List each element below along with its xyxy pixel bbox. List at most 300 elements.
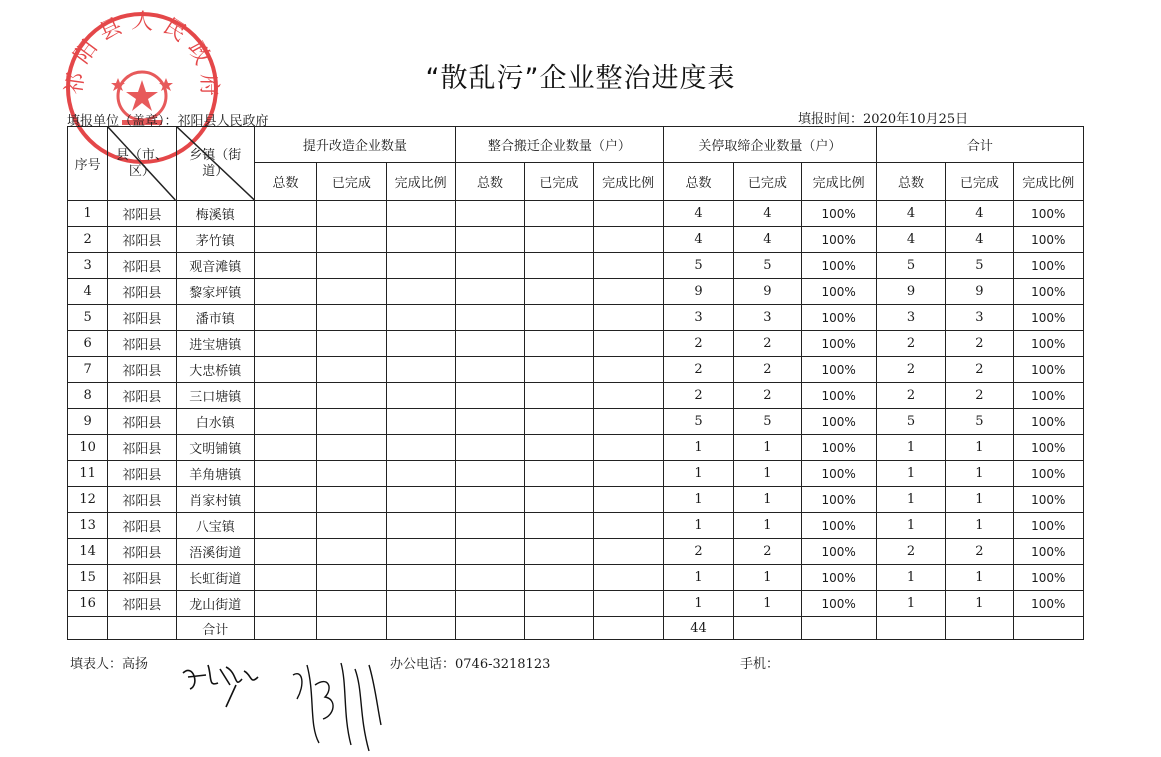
cell-up-ratio xyxy=(386,565,455,591)
cell-close-done: 2 xyxy=(734,331,801,357)
cell-sum-total: 2 xyxy=(876,383,945,409)
cell-re-ratio xyxy=(593,357,663,383)
cell-up-done xyxy=(317,201,386,227)
cell-sum-ratio: 100% xyxy=(1013,305,1083,331)
cell-close-ratio: 100% xyxy=(801,253,876,279)
cell-no: 10 xyxy=(68,435,108,461)
cell-sum-total: 5 xyxy=(876,409,945,435)
cell-county: 祁阳县 xyxy=(108,331,176,357)
cell-up-ratio xyxy=(386,513,455,539)
cell-sum-done: 4 xyxy=(946,201,1013,227)
cell-town: 观音滩镇 xyxy=(176,253,254,279)
cell-no: 1 xyxy=(68,201,108,227)
cell-close-ratio: 100% xyxy=(801,513,876,539)
cell-sum-ratio: 100% xyxy=(1013,591,1083,617)
cell-up-total xyxy=(254,383,316,409)
cell-town: 肖家村镇 xyxy=(176,487,254,513)
cell-close-total: 1 xyxy=(663,435,733,461)
cell-no: 8 xyxy=(68,383,108,409)
cell-sum-total: 5 xyxy=(876,253,945,279)
table-row xyxy=(68,279,1084,305)
cell-town: 白水镇 xyxy=(176,409,254,435)
cell-town: 黎家坪镇 xyxy=(176,279,254,305)
cell-county: 祁阳县 xyxy=(108,591,176,617)
cell-up-total xyxy=(254,201,316,227)
cell-close-done: 2 xyxy=(734,539,801,565)
cell-county: 祁阳县 xyxy=(108,487,176,513)
cell-re-ratio xyxy=(593,513,663,539)
cell-sum-total: 1 xyxy=(876,513,945,539)
progress-table xyxy=(67,126,1084,640)
cell-up-done xyxy=(317,253,386,279)
total-cell-sum-ratio xyxy=(1013,617,1083,640)
cell-town: 茅竹镇 xyxy=(176,227,254,253)
cell-close-ratio: 100% xyxy=(801,565,876,591)
cell-sum-total: 1 xyxy=(876,487,945,513)
cell-re-ratio xyxy=(593,331,663,357)
cell-sum-ratio: 100% xyxy=(1013,565,1083,591)
total-cell-town: 合计 xyxy=(176,617,254,640)
cell-re-total xyxy=(455,435,524,461)
cell-up-total xyxy=(254,487,316,513)
cell-no: 4 xyxy=(68,279,108,305)
cell-sum-total: 4 xyxy=(876,227,945,253)
cell-close-done: 5 xyxy=(734,253,801,279)
cell-up-total xyxy=(254,331,316,357)
cell-up-total xyxy=(254,461,316,487)
subheader-done: 已完成 xyxy=(734,163,801,201)
cell-sum-done: 9 xyxy=(946,279,1013,305)
cell-sum-total: 1 xyxy=(876,461,945,487)
cell-up-ratio xyxy=(386,539,455,565)
total-cell-up-total xyxy=(254,617,316,640)
cell-no: 15 xyxy=(68,565,108,591)
cell-close-total: 1 xyxy=(663,565,733,591)
cell-sum-total: 2 xyxy=(876,539,945,565)
cell-town: 龙山街道 xyxy=(176,591,254,617)
table-row xyxy=(68,383,1084,409)
cell-re-done xyxy=(525,565,593,591)
cell-town: 文明铺镇 xyxy=(176,435,254,461)
cell-town: 长虹街道 xyxy=(176,565,254,591)
header-county-label: 县（市、区） xyxy=(115,147,168,179)
cell-county: 祁阳县 xyxy=(108,279,176,305)
cell-sum-ratio: 100% xyxy=(1013,461,1083,487)
cell-re-total xyxy=(455,487,524,513)
cell-close-ratio: 100% xyxy=(801,487,876,513)
cell-close-total: 3 xyxy=(663,305,733,331)
table-row xyxy=(68,357,1084,383)
cell-re-ratio xyxy=(593,279,663,305)
cell-sum-total: 2 xyxy=(876,331,945,357)
cell-sum-done: 1 xyxy=(946,565,1013,591)
cell-re-total xyxy=(455,253,524,279)
cell-sum-ratio: 100% xyxy=(1013,253,1083,279)
total-cell-close-done xyxy=(734,617,801,640)
cell-up-done xyxy=(317,331,386,357)
subheader-ratio: 完成比例 xyxy=(1013,163,1083,201)
cell-re-done xyxy=(525,383,593,409)
cell-close-done: 4 xyxy=(734,201,801,227)
header-town xyxy=(176,127,254,201)
cell-re-total xyxy=(455,591,524,617)
cell-close-done: 1 xyxy=(734,565,801,591)
cell-county: 祁阳县 xyxy=(108,305,176,331)
cell-re-done xyxy=(525,513,593,539)
cell-county: 祁阳县 xyxy=(108,435,176,461)
subheader-ratio: 完成比例 xyxy=(801,163,876,201)
cell-no: 6 xyxy=(68,331,108,357)
cell-close-done: 1 xyxy=(734,591,801,617)
cell-county: 祁阳县 xyxy=(108,227,176,253)
cell-no: 16 xyxy=(68,591,108,617)
cell-no: 12 xyxy=(68,487,108,513)
cell-up-done xyxy=(317,279,386,305)
cell-sum-ratio: 100% xyxy=(1013,357,1083,383)
cell-re-done xyxy=(525,539,593,565)
total-cell-re-done xyxy=(525,617,593,640)
table-row xyxy=(68,331,1084,357)
cell-close-total: 2 xyxy=(663,331,733,357)
cell-sum-ratio: 100% xyxy=(1013,331,1083,357)
cell-up-ratio xyxy=(386,461,455,487)
cell-sum-ratio: 100% xyxy=(1013,201,1083,227)
subheader-total: 总数 xyxy=(663,163,733,201)
cell-up-total xyxy=(254,279,316,305)
cell-sum-ratio: 100% xyxy=(1013,487,1083,513)
cell-up-total xyxy=(254,305,316,331)
cell-close-ratio: 100% xyxy=(801,201,876,227)
cell-close-total: 2 xyxy=(663,539,733,565)
cell-close-done: 1 xyxy=(734,435,801,461)
cell-up-ratio xyxy=(386,279,455,305)
cell-sum-total: 2 xyxy=(876,357,945,383)
cell-up-done xyxy=(317,591,386,617)
cell-up-total xyxy=(254,357,316,383)
cell-re-total xyxy=(455,539,524,565)
cell-up-done xyxy=(317,227,386,253)
cell-up-done xyxy=(317,539,386,565)
table-row xyxy=(68,409,1084,435)
header-group-close: 关停取缔企业数量（户） xyxy=(663,127,876,163)
total-cell-county xyxy=(108,617,176,640)
cell-re-ratio xyxy=(593,409,663,435)
cell-re-ratio xyxy=(593,461,663,487)
subheader-total: 总数 xyxy=(254,163,316,201)
cell-sum-done: 2 xyxy=(946,357,1013,383)
cell-re-done xyxy=(525,357,593,383)
cell-up-done xyxy=(317,565,386,591)
handwritten-signature-1 xyxy=(178,655,268,715)
cell-up-ratio xyxy=(386,305,455,331)
cell-up-ratio xyxy=(386,435,455,461)
cell-close-total: 4 xyxy=(663,227,733,253)
cell-re-total xyxy=(455,201,524,227)
cell-close-done: 1 xyxy=(734,461,801,487)
cell-close-ratio: 100% xyxy=(801,461,876,487)
cell-close-done: 4 xyxy=(734,227,801,253)
cell-close-done: 2 xyxy=(734,383,801,409)
cell-up-ratio xyxy=(386,331,455,357)
cell-re-done xyxy=(525,305,593,331)
cell-re-ratio xyxy=(593,539,663,565)
cell-sum-ratio: 100% xyxy=(1013,279,1083,305)
cell-no: 11 xyxy=(68,461,108,487)
cell-re-done xyxy=(525,409,593,435)
cell-sum-done: 2 xyxy=(946,331,1013,357)
cell-up-done xyxy=(317,487,386,513)
cell-close-total: 4 xyxy=(663,201,733,227)
cell-re-ratio xyxy=(593,383,663,409)
cell-up-total xyxy=(254,565,316,591)
subheader-done: 已完成 xyxy=(317,163,386,201)
cell-no: 2 xyxy=(68,227,108,253)
cell-up-ratio xyxy=(386,487,455,513)
cell-no: 3 xyxy=(68,253,108,279)
cell-close-ratio: 100% xyxy=(801,279,876,305)
cell-sum-ratio: 100% xyxy=(1013,227,1083,253)
subheader-done: 已完成 xyxy=(525,163,593,201)
cell-close-ratio: 100% xyxy=(801,357,876,383)
cell-close-ratio: 100% xyxy=(801,227,876,253)
office-phone-label: 办公电话：0746-3218123 xyxy=(390,657,551,672)
cell-no: 13 xyxy=(68,513,108,539)
cell-close-done: 3 xyxy=(734,305,801,331)
total-cell-sum-done xyxy=(946,617,1013,640)
header-group-sum: 合计 xyxy=(876,127,1083,163)
cell-re-done xyxy=(525,591,593,617)
cell-county: 祁阳县 xyxy=(108,565,176,591)
fill-unit-label: 填报单位（盖章）：祁阳县人民政府 xyxy=(67,114,269,129)
cell-town: 羊角塘镇 xyxy=(176,461,254,487)
cell-sum-total: 9 xyxy=(876,279,945,305)
cell-sum-done: 1 xyxy=(946,435,1013,461)
cell-sum-done: 5 xyxy=(946,253,1013,279)
cell-up-done xyxy=(317,357,386,383)
cell-re-done xyxy=(525,201,593,227)
cell-sum-ratio: 100% xyxy=(1013,435,1083,461)
cell-close-done: 9 xyxy=(734,279,801,305)
cell-re-total xyxy=(455,565,524,591)
header-town-label: 乡镇（街道） xyxy=(189,147,242,179)
subheader-done: 已完成 xyxy=(946,163,1013,201)
cell-re-done xyxy=(525,435,593,461)
cell-town: 八宝镇 xyxy=(176,513,254,539)
table-row xyxy=(68,435,1084,461)
handwritten-signature-2 xyxy=(285,655,395,755)
cell-up-done xyxy=(317,435,386,461)
cell-close-total: 1 xyxy=(663,487,733,513)
table-row xyxy=(68,539,1084,565)
cell-county: 祁阳县 xyxy=(108,461,176,487)
cell-close-done: 1 xyxy=(734,513,801,539)
cell-up-total xyxy=(254,591,316,617)
cell-close-ratio: 100% xyxy=(801,305,876,331)
cell-close-ratio: 100% xyxy=(801,383,876,409)
cell-close-done: 5 xyxy=(734,409,801,435)
cell-close-done: 1 xyxy=(734,487,801,513)
cell-re-total xyxy=(455,227,524,253)
table-row xyxy=(68,461,1084,487)
total-cell-close-ratio xyxy=(801,617,876,640)
cell-county: 祁阳县 xyxy=(108,409,176,435)
total-cell-re-ratio xyxy=(593,617,663,640)
cell-re-ratio xyxy=(593,201,663,227)
header-no: 序号 xyxy=(68,127,108,201)
cell-re-total xyxy=(455,461,524,487)
cell-close-total: 1 xyxy=(663,461,733,487)
subheader-ratio: 完成比例 xyxy=(386,163,455,201)
cell-county: 祁阳县 xyxy=(108,201,176,227)
total-cell-up-ratio xyxy=(386,617,455,640)
cell-re-done xyxy=(525,331,593,357)
cell-close-ratio: 100% xyxy=(801,591,876,617)
cell-sum-done: 3 xyxy=(946,305,1013,331)
cell-close-ratio: 100% xyxy=(801,539,876,565)
cell-re-ratio xyxy=(593,253,663,279)
cell-up-total xyxy=(254,253,316,279)
table-row xyxy=(68,201,1084,227)
cell-town: 大忠桥镇 xyxy=(176,357,254,383)
total-row xyxy=(68,617,1084,640)
cell-up-ratio xyxy=(386,253,455,279)
cell-town: 梅溪镇 xyxy=(176,201,254,227)
cell-up-ratio xyxy=(386,201,455,227)
cell-re-done xyxy=(525,461,593,487)
cell-sum-total: 1 xyxy=(876,565,945,591)
cell-no: 9 xyxy=(68,409,108,435)
svg-text:祁阳县人民政府: 祁阳县人民政府 xyxy=(62,8,222,105)
header-county xyxy=(108,127,176,201)
cell-re-total xyxy=(455,409,524,435)
cell-close-ratio: 100% xyxy=(801,409,876,435)
cell-up-total xyxy=(254,409,316,435)
cell-re-total xyxy=(455,383,524,409)
cell-town: 潘市镇 xyxy=(176,305,254,331)
subheader-total: 总数 xyxy=(455,163,524,201)
cell-re-done xyxy=(525,227,593,253)
cell-up-ratio xyxy=(386,227,455,253)
cell-sum-ratio: 100% xyxy=(1013,409,1083,435)
cell-re-ratio xyxy=(593,227,663,253)
cell-sum-ratio: 100% xyxy=(1013,539,1083,565)
cell-county: 祁阳县 xyxy=(108,513,176,539)
cell-re-ratio xyxy=(593,487,663,513)
cell-re-done xyxy=(525,487,593,513)
cell-up-done xyxy=(317,409,386,435)
header-group-relocate: 整合搬迁企业数量（户） xyxy=(455,127,663,163)
cell-re-ratio xyxy=(593,435,663,461)
table-row xyxy=(68,487,1084,513)
cell-sum-done: 2 xyxy=(946,539,1013,565)
total-cell-re-total xyxy=(455,617,524,640)
cell-re-ratio xyxy=(593,305,663,331)
cell-up-done xyxy=(317,513,386,539)
cell-sum-done: 1 xyxy=(946,461,1013,487)
cell-sum-ratio: 100% xyxy=(1013,513,1083,539)
cell-sum-done: 1 xyxy=(946,487,1013,513)
cell-up-done xyxy=(317,383,386,409)
cell-sum-done: 1 xyxy=(946,591,1013,617)
cell-re-total xyxy=(455,331,524,357)
cell-re-total xyxy=(455,357,524,383)
cell-close-ratio: 100% xyxy=(801,435,876,461)
cell-close-done: 2 xyxy=(734,357,801,383)
cell-re-total xyxy=(455,513,524,539)
table-row xyxy=(68,565,1084,591)
cell-re-done xyxy=(525,279,593,305)
cell-re-done xyxy=(525,253,593,279)
cell-sum-total: 3 xyxy=(876,305,945,331)
cell-up-total xyxy=(254,435,316,461)
cell-up-done xyxy=(317,461,386,487)
cell-up-total xyxy=(254,513,316,539)
document-title: “散乱污”企业整治进度表 xyxy=(425,63,736,94)
total-cell-no xyxy=(68,617,108,640)
total-cell-up-done xyxy=(317,617,386,640)
subheader-total: 总数 xyxy=(876,163,945,201)
fill-time-label: 填报时间：2020年10月25日 xyxy=(798,112,969,127)
cell-re-total xyxy=(455,279,524,305)
cell-no: 5 xyxy=(68,305,108,331)
cell-up-ratio xyxy=(386,383,455,409)
table-row xyxy=(68,305,1084,331)
table-row xyxy=(68,253,1084,279)
cell-sum-done: 2 xyxy=(946,383,1013,409)
table-row xyxy=(68,227,1084,253)
cell-re-ratio xyxy=(593,565,663,591)
cell-up-ratio xyxy=(386,591,455,617)
cell-town: 三口塘镇 xyxy=(176,383,254,409)
cell-close-total: 5 xyxy=(663,409,733,435)
cell-up-total xyxy=(254,539,316,565)
cell-sum-total: 4 xyxy=(876,201,945,227)
cell-close-total: 5 xyxy=(663,253,733,279)
cell-close-ratio: 100% xyxy=(801,331,876,357)
total-cell-close-total: 44 xyxy=(663,617,733,640)
cell-town: 浯溪街道 xyxy=(176,539,254,565)
cell-up-ratio xyxy=(386,409,455,435)
cell-sum-total: 1 xyxy=(876,435,945,461)
cell-re-ratio xyxy=(593,591,663,617)
cell-close-total: 2 xyxy=(663,383,733,409)
cell-county: 祁阳县 xyxy=(108,253,176,279)
cell-up-done xyxy=(317,305,386,331)
subheader-ratio: 完成比例 xyxy=(593,163,663,201)
cell-sum-ratio: 100% xyxy=(1013,383,1083,409)
cell-close-total: 9 xyxy=(663,279,733,305)
cell-sum-done: 4 xyxy=(946,227,1013,253)
cell-no: 7 xyxy=(68,357,108,383)
cell-close-total: 1 xyxy=(663,591,733,617)
cell-close-total: 1 xyxy=(663,513,733,539)
cell-county: 祁阳县 xyxy=(108,383,176,409)
filler-label: 填表人：高扬 xyxy=(70,657,149,672)
cell-county: 祁阳县 xyxy=(108,539,176,565)
table-row xyxy=(68,513,1084,539)
table-row xyxy=(68,591,1084,617)
cell-up-total xyxy=(254,227,316,253)
cell-town: 进宝塘镇 xyxy=(176,331,254,357)
cell-re-total xyxy=(455,305,524,331)
header-group-upgrade: 提升改造企业数量 xyxy=(254,127,455,163)
cell-sum-total: 1 xyxy=(876,591,945,617)
cell-sum-done: 5 xyxy=(946,409,1013,435)
mobile-label: 手机： xyxy=(740,657,780,672)
cell-close-total: 2 xyxy=(663,357,733,383)
cell-no: 14 xyxy=(68,539,108,565)
cell-sum-done: 1 xyxy=(946,513,1013,539)
